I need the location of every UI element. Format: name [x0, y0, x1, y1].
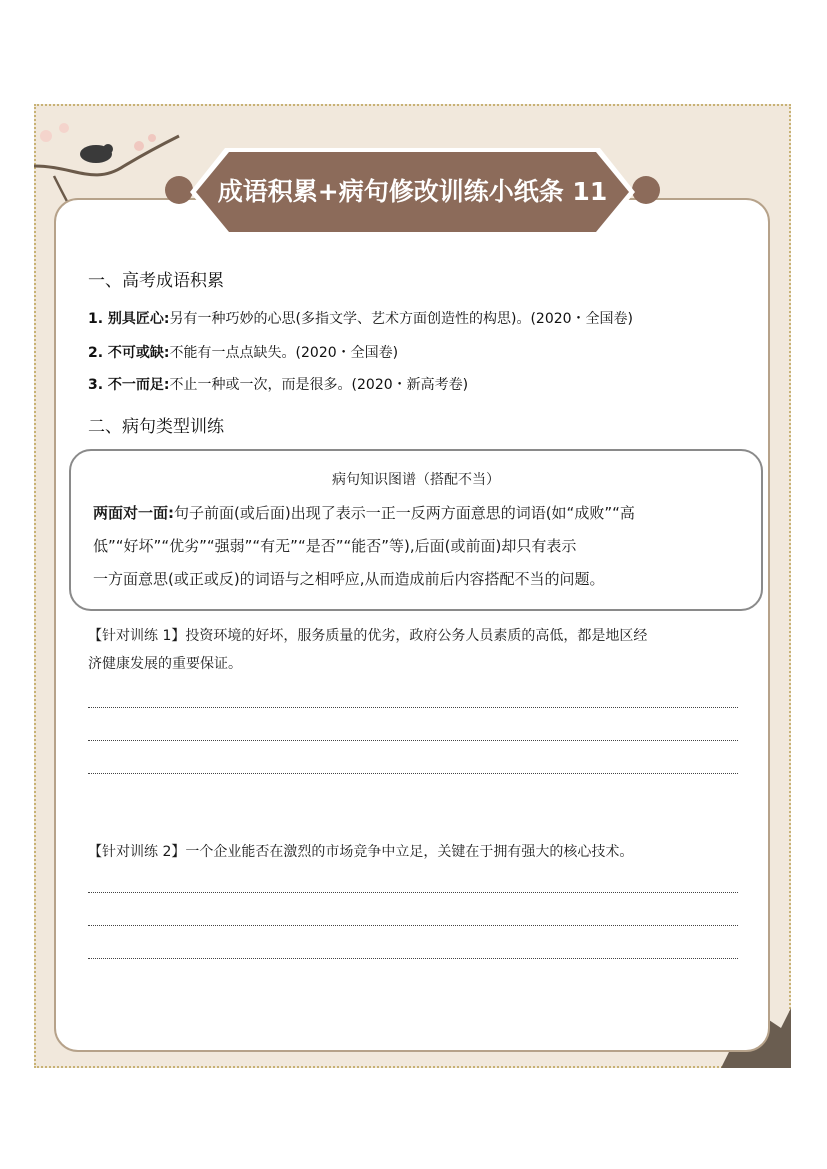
knowledge-line-3: 一方面意思(或正或反)的词语与之相呼应,从而造成前后内容搭配不当的问题。	[93, 570, 605, 588]
exercise-1-line-1	[88, 622, 748, 650]
idiom-term: 2. 不可或缺:	[88, 345, 170, 361]
idiom-term: 1. 别具匠心:	[88, 311, 170, 327]
exercise-tag: 【针对训练 1】	[88, 628, 186, 644]
exercise-text: 投资环境的好坏，服务质量的优劣，政府公务人员素质的高低，都是地区经	[185, 628, 648, 644]
title-banner	[165, 146, 660, 238]
section1-heading: 一、高考成语积累	[88, 271, 224, 291]
idiom-item-3	[88, 374, 468, 394]
knowledge-line-1	[93, 497, 743, 530]
knowledge-box	[69, 449, 763, 611]
answer-line[interactable]	[88, 892, 738, 893]
exercise-tag: 【针对训练 2】	[88, 844, 186, 860]
knowledge-text: 句子前面(或后面)出现了表示一正一反两方面意思的词语(如“成败”“高	[174, 504, 635, 522]
idiom-definition: 另有一种巧妙的心思(多指文学、艺术方面创造性的构思)。(2020・全国卷)	[169, 311, 634, 327]
answer-line[interactable]	[88, 925, 738, 926]
knowledge-title: 病句知识图谱（搭配不当）	[332, 472, 500, 488]
knowledge-line-2: 低”“好坏”“优劣”“强弱”“有无”“是否”“能否”等),后面(或前面)却只有表示	[93, 537, 577, 555]
idiom-term: 3. 不一而足:	[88, 377, 170, 393]
idiom-item-2	[88, 342, 398, 362]
exercise-1	[88, 622, 748, 678]
idiom-definition: 不止一种或一次，而是很多。(2020・新高考卷)	[169, 377, 469, 393]
answer-line[interactable]	[88, 707, 738, 708]
idiom-item-1	[88, 308, 633, 328]
answer-line[interactable]	[88, 773, 738, 774]
page-title: 成语积累+病句修改训练小纸条 11	[217, 177, 608, 206]
exercise-2	[88, 838, 748, 866]
section2-heading: 二、病句类型训练	[88, 417, 224, 437]
knowledge-body	[93, 497, 743, 596]
exercise-1-line-2: 济健康发展的重要保证。	[88, 656, 242, 672]
answer-line[interactable]	[88, 958, 738, 959]
answer-line[interactable]	[88, 740, 738, 741]
knowledge-term: 两面对一面:	[93, 504, 174, 522]
exercise-text: 一个企业能否在激烈的市场竞争中立足，关键在于拥有强大的核心技术。	[185, 844, 634, 860]
idiom-definition: 不能有一点点缺失。(2020・全国卷)	[169, 345, 399, 361]
exercise-2-line-1	[88, 838, 748, 866]
